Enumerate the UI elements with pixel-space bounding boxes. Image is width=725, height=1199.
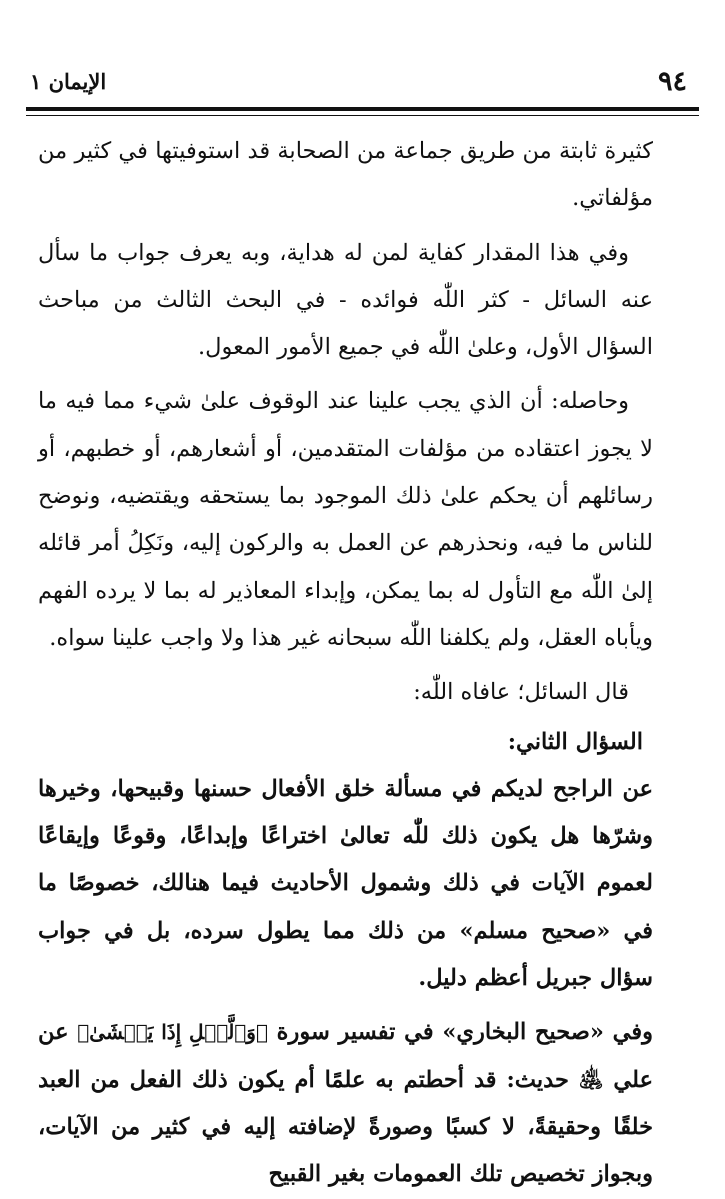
- header-rule-thick: [26, 107, 699, 111]
- quran-verse: ﴿وَٱلَّيۡلِ إِذَا يَغۡشَىٰ﴾: [77, 1020, 268, 1045]
- questioner-intro: قال السائل؛ عافاه اللّٰه:: [413, 679, 629, 706]
- page-number: ٩٤: [657, 66, 687, 97]
- bukhari-reference: وفي «صحيح البخاري» في تفسير سورة: [267, 1019, 653, 1046]
- ali-hadith-text: عن علي ﵁ حديث: قد أحطتم به علمًا أم يكون ذلك الفعل من العبد خلقًا وحقيقةً، لا كسبًا وصورةً لإضافته إليه في كثير من الآيات، وبجواز تخصيص تلك العمومات بغير القبيح: [38, 1019, 653, 1188]
- page-header: [26, 66, 699, 98]
- header-rule-thin: [26, 115, 699, 116]
- question-two-continuation: [38, 1009, 653, 1198]
- paragraph-summary: وحاصله: أن الذي يجب علينا عند الوقوف علىٰ شيء مما فيه ما لا يجوز اعتقاده من مؤلفات المتقدمين، أو أشعارهم، أو خطبهم، أو رسائلهم أن يحكم علىٰ ذلك الموجود بما يستحقه ويقتضيه، ونوضح للناس ما فيه، ونحذرهم عن العمل به والركون إليه، ونَكِلُ أمر قائله إلىٰ اللّٰه مع التأول له بما يمكن، وإبداء المعاذير له بما لا يرده الفهم ويأباه العقل، ولم يكلفنا اللّٰه سبحانه غير هذا ولا واجب علينا سواه.: [38, 388, 653, 651]
- paragraph-continuation: كثيرة ثابتة من طريق جماعة من الصحابة قد استوفيتها في كثير من مؤلفاتي.: [38, 138, 653, 212]
- question-two-heading: السؤال الثاني:: [507, 728, 643, 755]
- running-title: الإيمان ١: [30, 69, 107, 94]
- page-body: [38, 128, 653, 1199]
- question-two-text: عن الراجح لديكم في مسألة خلق الأفعال حسنها وقبيحها، وخيرها وشرّها هل يكون ذلك للّٰه تعالىٰ اختراعًا وإبداعًا، وقوعًا وإيقاعًا لعموم الآيات في ذلك وشمول الأحاديث فيما هنالك، خصوصًا ما في «صحيح مسلم» من ذلك مما يطول سرده، بل في جواب سؤال جبريل أعظم دليل.: [38, 775, 653, 992]
- paragraph-sufficiency: وفي هذا المقدار كفاية لمن له هداية، وبه يعرف جواب ما سأل عنه السائل - كثر اللّٰه فوائده - في البحث الثالث من مباحث السؤال الأول، وعلىٰ اللّٰه في جميع الأمور المعول.: [38, 239, 653, 361]
